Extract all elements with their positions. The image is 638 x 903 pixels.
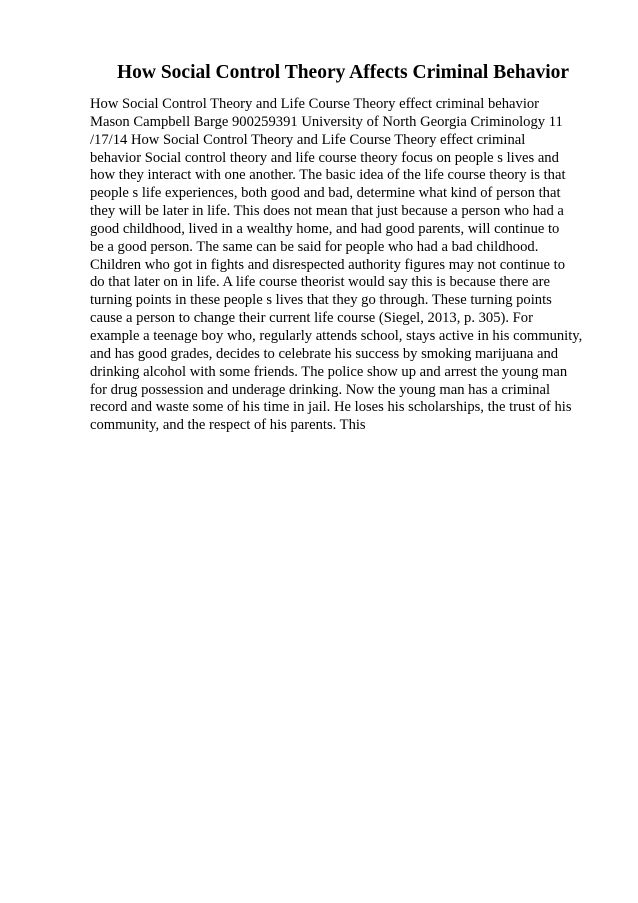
body-line: How Social Control Theory and Life Course Theory effect criminal behavior — [90, 96, 540, 112]
body-line: Children who got in fights and disrespected authority figures may not continue to — [90, 256, 566, 273]
body-line: good childhood, lived in a wealthy home, and had good parents, will continue to — [90, 220, 560, 237]
body-line: how they interact with one another. The basic idea of the life course theory is that — [90, 167, 566, 184]
body-line: turning points in these people s lives that they go through. These turning points — [90, 292, 552, 309]
body-line: do that later on in life. A life course theorist would say this is because there are — [90, 274, 550, 291]
body-line: be a good person. The same can be said for people who had a bad childhood. — [90, 238, 539, 255]
body-line: people s life experiences, both good and bad, determine what kind of person that — [90, 185, 561, 202]
body-line: drinking alcohol with some friends. The police show up and arrest the young man — [90, 363, 568, 380]
body-line: community, and the respect of his parents. This — [90, 417, 366, 434]
body-line: /17/14 How Social Control Theory and Life Course Theory effect criminal — [90, 131, 526, 148]
body-line: behavior Social control theory and life course theory focus on people s lives and — [90, 149, 559, 166]
document-title: How Social Control Theory Affects Criminal Behavior — [116, 62, 570, 83]
body-line: for drug possession and underage drinking. Now the young man has a criminal — [90, 381, 551, 398]
body-line: and has good grades, decides to celebrate his success by smoking marijuana and — [90, 345, 559, 362]
body-line: example a teenage boy who, regularly attends school, stays active in his community, — [90, 327, 583, 344]
body-line: cause a person to change their current life course (Siegel, 2013, p. 305). For — [90, 310, 533, 327]
body-line: Mason Campbell Barge 900259391 University of North Georgia Criminology 11 — [90, 113, 563, 130]
document-body — [90, 96, 590, 435]
body-line: they will be later in life. This does not mean that just because a person who had a — [90, 203, 564, 220]
body-line: record and waste some of his time in jail. He loses his scholarships, the trust of his — [90, 399, 572, 416]
